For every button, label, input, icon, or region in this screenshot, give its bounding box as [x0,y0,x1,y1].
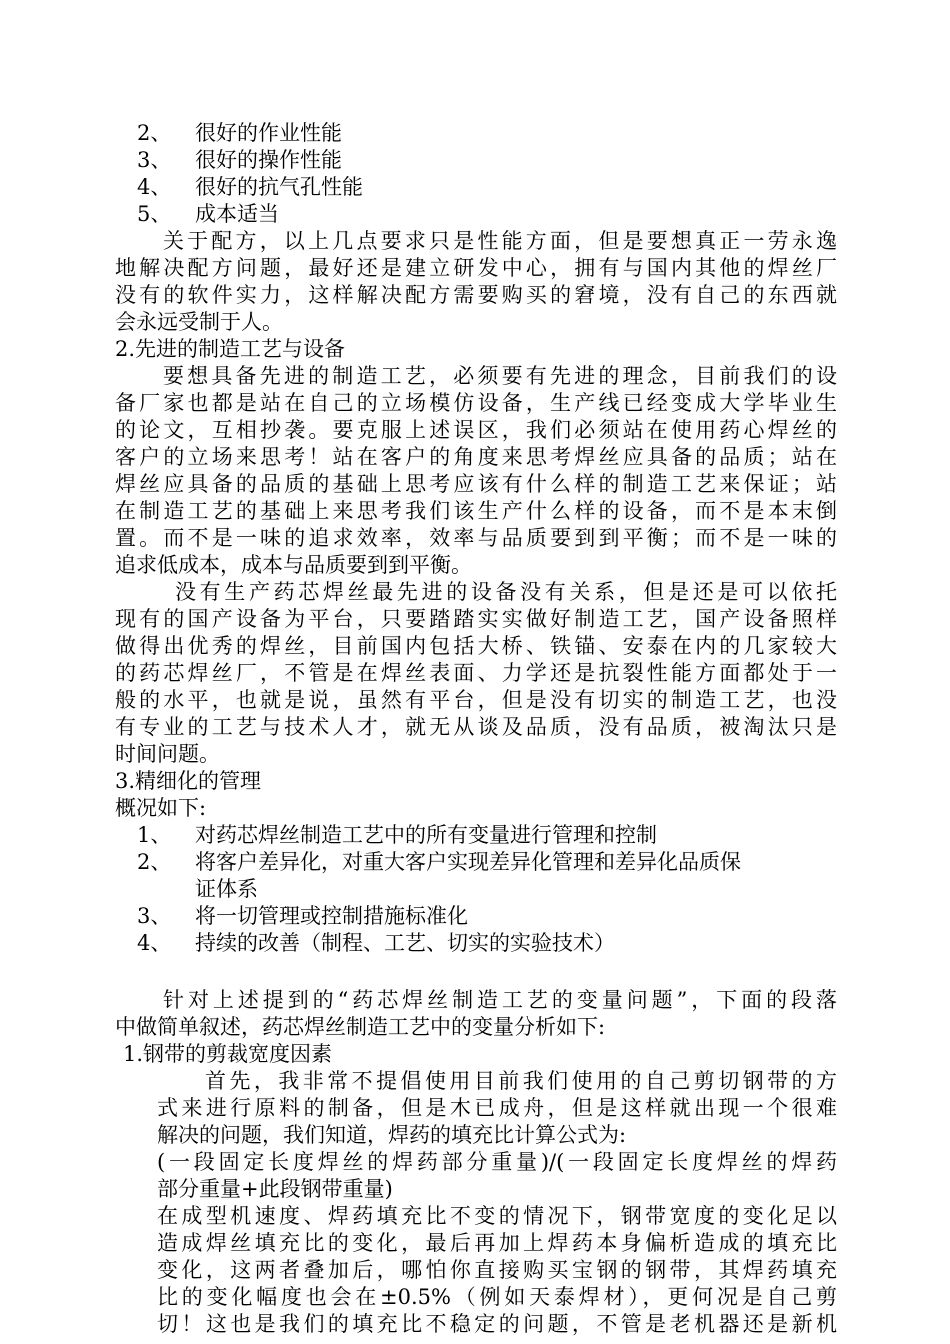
list-number: 4、 [137,175,172,199]
list-text: 持续的改善（制程、工艺、切实的实验技术） [195,931,615,955]
paragraph-line: 备厂家也都是站在自己的立场模仿设备，生产线已经变成大学毕业生 [115,391,837,415]
paragraph-line: 式来进行原料的制备，但是木已成舟，但是这样就出现一个很难 [157,1096,837,1120]
list-item [115,903,837,930]
paragraph-line: 焊丝应具备的品质的基础上思考应该有什么样的制造工艺来保证；站 [115,472,837,496]
list-text-continued: 证体系 [195,877,258,901]
formula-line: (一段固定长度焊丝的焊药部分重量)/(一段固定长度焊丝的焊药 [157,1150,837,1174]
list-item [115,147,837,174]
list-number: 3、 [137,148,172,172]
paragraph-line: 切！这也是我们的填充比不稳定的问题，不管是老机器还是新机 [157,1312,837,1336]
paragraph-equipment [115,579,837,768]
paragraph-line: 在成型机速度、焊药填充比不变的情况下，钢带宽度的变化足以 [157,1204,837,1228]
list-text: 将一切管理或控制措施标准化 [195,904,468,928]
paragraph-line: 做得出优秀的焊丝，目前国内包括大桥、铁锚、安泰在内的几家较大 [115,634,837,658]
paragraph-line: 关于配方，以上几点要求只是性能方面，但是要想真正一劳永逸 [163,229,837,253]
paragraph-line: 地解决配方问题，最好还是建立研发中心，拥有与国内其他的焊丝厂 [115,256,837,280]
paragraph-line: 现有的国产设备为平台，只要踏踏实实做好制造工艺，国产设备照样 [115,607,837,631]
list-number: 5、 [137,202,172,226]
paragraph-line: 的论文，互相抄袭。要克服上述误区，我们必须站在使用药心焊丝的 [115,418,837,442]
paragraph-line: 造成焊丝填充比的变化，最后再加上焊药本身偏析造成的填充比 [157,1231,837,1255]
paragraph-line: 在制造工艺的基础上来思考我们该生产什么样的设备，而不是本末倒 [115,499,837,523]
formula-line: 部分重量+此段钢带重量) [157,1177,393,1201]
spacer [115,957,837,987]
paragraph-line: 有专业的工艺与技术人才，就无从谈及品质，没有品质，被淘汰只是 [115,715,837,739]
sub-heading: 1.钢带的剪裁宽度因素 [123,1042,333,1066]
list-text: 将客户差异化，对重大客户实现差异化管理和差异化品质保 [195,850,741,874]
list-item [115,930,837,957]
paragraph-variables [115,987,837,1041]
list-number: 1、 [137,823,172,847]
section-heading: 2.先进的制造工艺与设备 [115,337,346,361]
paragraph-line: 变化，这两者叠加后，哪怕你直接购买宝钢的钢带，其焊药填充 [157,1258,837,1282]
list-number: 3、 [137,904,172,928]
paragraph-steel [115,1068,837,1338]
paragraph-line: 时间问题。 [115,742,220,766]
paragraph-line: 追求低成本，成本与品质要到到平衡。 [115,553,472,577]
paragraph-line: 针对上述提到的“药芯焊丝制造工艺的变量问题”，下面的段落 [163,988,837,1012]
list-number: 2、 [137,850,172,874]
list-number: 4、 [137,931,172,955]
paragraph-line: 中做简单叙述，药芯焊丝制造工艺中的变量分析如下: [115,1015,606,1039]
list-text: 很好的操作性能 [195,148,342,172]
paragraph-line: 置。而不是一味的追求效率，效率与品质要到到平衡；而不是一味的 [115,526,837,550]
list-item [115,174,837,201]
paragraph-process [115,363,837,579]
list-item [115,120,837,147]
paragraph-line: 要想具备先进的制造工艺，必须要有先进的理念，目前我们的设 [163,364,837,388]
paragraph-line: 没有的软件实力，这样解决配方需要购买的窘境，没有自己的东西就 [115,283,837,307]
section-heading: 3.精细化的管理 [115,769,262,793]
list-item [115,849,837,876]
list-top [115,120,837,228]
overview-label: 概况如下: [115,796,207,820]
list-text: 很好的抗气孔性能 [195,175,363,199]
list-number: 2、 [137,121,172,145]
paragraph-line: 首先，我非常不提倡使用目前我们使用的自己剪切钢带的方 [205,1069,837,1093]
paragraph-line: 会永远受制于人。 [115,310,283,334]
document-page [115,120,837,1338]
paragraph-line: 解决的问题，我们知道，焊药的填充比计算公式为: [157,1123,627,1147]
list-item [115,201,837,228]
paragraph-line: 客户的立场来思考！站在客户的角度来思考焊丝应具备的品质；站在 [115,445,837,469]
paragraph-line: 没有生产药芯焊丝最先进的设备没有关系，但是还是可以依托 [175,580,837,604]
list-management [115,822,837,957]
paragraph-line: 般的水平，也就是说，虽然有平台，但是没有切实的制造工艺，也没 [115,688,837,712]
paragraph-line: 的药芯焊丝厂，不管是在焊丝表面、力学还是抗裂性能方面都处于一 [115,661,837,685]
list-text: 成本适当 [195,202,279,226]
list-text: 对药芯焊丝制造工艺中的所有变量进行管理和控制 [195,823,657,847]
list-item [115,822,837,849]
paragraph-line: 比的变化幅度也会在±0.5%（例如天泰焊材），更何况是自己剪 [157,1285,837,1309]
paragraph-formula [115,228,837,336]
list-text: 很好的作业性能 [195,121,342,145]
